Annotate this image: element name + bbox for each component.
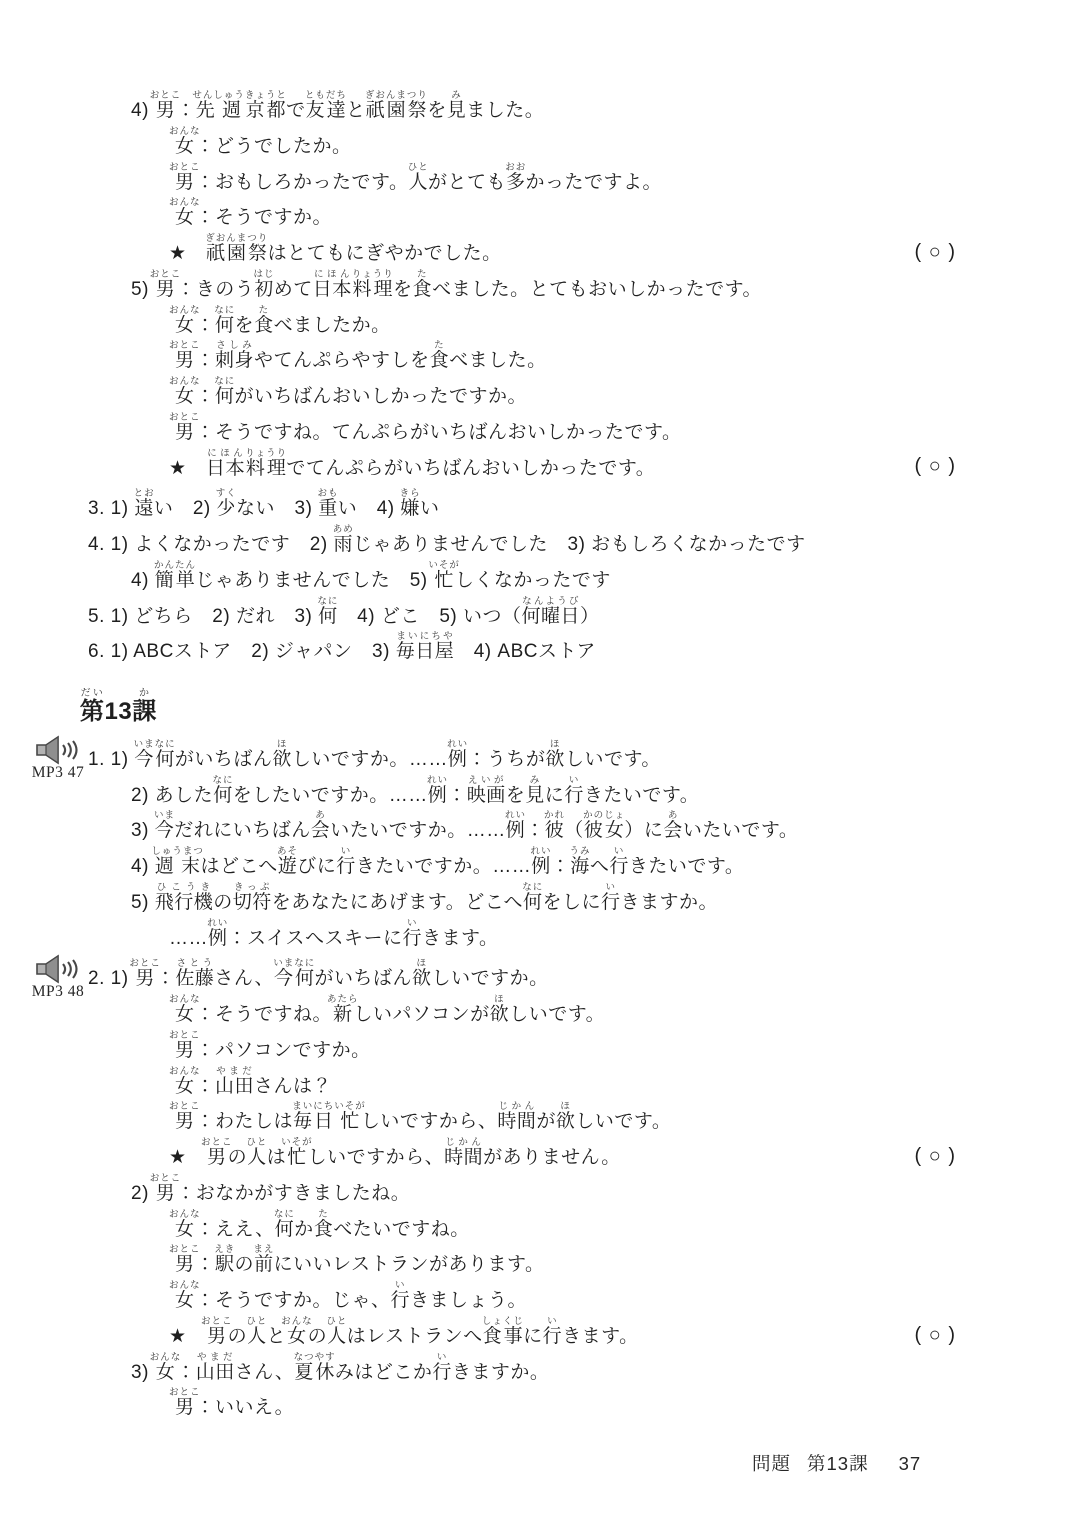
text-line: 男おとこ：そうですね。てんぷらがいちばんおいしかったです。 bbox=[169, 411, 682, 443]
text-line: 1. 1) 今いま何なにがいちばん欲ほしいですか。……例れい：うちが欲ほしいです。 MP3 47 bbox=[0, 739, 1074, 770]
text-line: 女おんな：そうですか。 bbox=[169, 197, 333, 229]
text-line: 女おんな：そうですね。新あたらしいパソコンが欲ほしいです。 bbox=[169, 994, 606, 1026]
text-line: ★ 祇園祭ぎおんまつりはとてもにぎやかでした。 ( ○ ) bbox=[169, 233, 956, 264]
footer-chapter: 第13課 bbox=[807, 1453, 869, 1474]
answer-mark: ( ○ ) bbox=[914, 1145, 956, 1168]
text-line: 男おとこ：いいえ。 bbox=[169, 1387, 295, 1419]
text-line: 女おんな：どうでしたか。 bbox=[169, 125, 352, 157]
text-line: 3) 今いまだれにいちばん会あいたいですか。……例れい：彼かれ（彼女かのじょ）に会あいたいです。 bbox=[131, 810, 799, 842]
answer-mark: ( ○ ) bbox=[914, 1323, 956, 1346]
text-line: ★ 男おとこの人ひとは忙いそがしいですから、時間じかんがありません。 ( ○ ) bbox=[169, 1137, 956, 1169]
text-line: 男おとこ：刺身さしみやてんぷらやすしを食たべました。 bbox=[169, 340, 547, 372]
text-line: 2) あした何なにをしたいですか。……例れい：映画えいがを見みに行いきたいです。 bbox=[131, 774, 700, 806]
text-line: 女おんな：そうですか。じゃ、行いきましょう。 bbox=[169, 1280, 528, 1312]
text-line: 3) 女おんな：山田やまださん、夏休なつやすみはどこか行いきますか。 bbox=[131, 1351, 550, 1383]
text-line: 男おとこ：駅えきの前まえにいいレストランがあります。 bbox=[169, 1244, 545, 1276]
text-line: 4) 男おとこ：先週せんしゅう京都きょうとで友達ともだちと祇園祭ぎおんまつりを見みました。 bbox=[131, 90, 545, 121]
mp3-track-label: MP3 47 bbox=[31, 763, 85, 781]
speaker-icon bbox=[35, 954, 81, 984]
text-line: 女おんな：ええ、何なにか食たべたいですね。 bbox=[169, 1208, 470, 1240]
text-line: ★ 男おとこの人ひとと女おんなの人ひとはレストランへ食事しょくじに行いきます。 ( ○ ) bbox=[169, 1315, 956, 1347]
text-line: ★ 日本にほん料理りょうりでてんぷらがいちばんおいしかったです。 ( ○ ) bbox=[169, 447, 956, 479]
text-line: 4. 1) よくなかったです 2) 雨あめじゃありませんでした 3) おもしろくなかったです bbox=[88, 524, 806, 555]
section-title: 第だい13課か bbox=[80, 688, 157, 725]
footer-label: 問題 bbox=[752, 1453, 792, 1474]
mp3-track-label: MP3 48 bbox=[31, 983, 85, 1001]
content bbox=[0, 90, 1074, 1418]
text-line: 2. 1) 男おとこ：佐藤さとうさん、今いま何なにがいちばん欲ほしいですか。 MP3 48 bbox=[0, 958, 1074, 989]
text-line: 男おとこ：わたしは毎日まいにち忙いそがしいですから、時間じかんが欲ほしいです。 bbox=[169, 1101, 672, 1133]
text-line: 2) 男おとこ：おなかがすきましたね。 bbox=[131, 1172, 411, 1204]
text-line: 5) 男おとこ：きのう初はじめて日本にほん料理りょうりを食たべました。とてもおいしかったです。 bbox=[131, 268, 763, 300]
answer-mark: ( ○ ) bbox=[914, 455, 956, 478]
text-line: 男おとこ：パソコンですか。 bbox=[169, 1029, 371, 1061]
page-number: 37 bbox=[898, 1453, 922, 1474]
text-line: 4) 簡単かんたんじゃありませんでした 5) 忙いそがしくなかったです bbox=[131, 559, 611, 591]
speaker-icon bbox=[35, 735, 81, 765]
text-line: 3. 1) 遠とおい 2) 少すくない 3) 重おもい 4) 嫌きらい bbox=[88, 488, 440, 520]
text-line: 女おんな：何なにがいちばんおいしかったですか。 bbox=[169, 376, 528, 407]
text-line: 女おんな：何なにを食たべましたか。 bbox=[169, 304, 391, 336]
page-footer bbox=[752, 1450, 921, 1476]
answer-mark: ( ○ ) bbox=[914, 240, 956, 263]
text-line: 4) 週末しゅうまつはどこへ遊あそびに行いきたいですか。……例れい：海うみへ行いきたいです。 bbox=[131, 846, 745, 878]
text-line: 5) 飛行機ひこうきの切符きっぷをあなたにあげます。どこへ何なにをしに行いきますか。 bbox=[131, 881, 719, 913]
text-line: 6. 1) ABCストア 2) ジャパン 3) 毎日屋まいにちや 4) ABCストア bbox=[88, 631, 596, 663]
text-line: 5. 1) どちら 2) だれ 3) 何なに 4) どこ 5) いつ（何曜日なんようび） bbox=[88, 595, 600, 627]
text-line: ……例れい：スイスへスキーに行いきます。 bbox=[169, 917, 499, 949]
text-line: 男おとこ：おもしろかったです。人ひとがとても多おおかったですよ。 bbox=[169, 161, 663, 193]
text-line: 女おんな：山田やまださんは？ bbox=[169, 1065, 333, 1097]
